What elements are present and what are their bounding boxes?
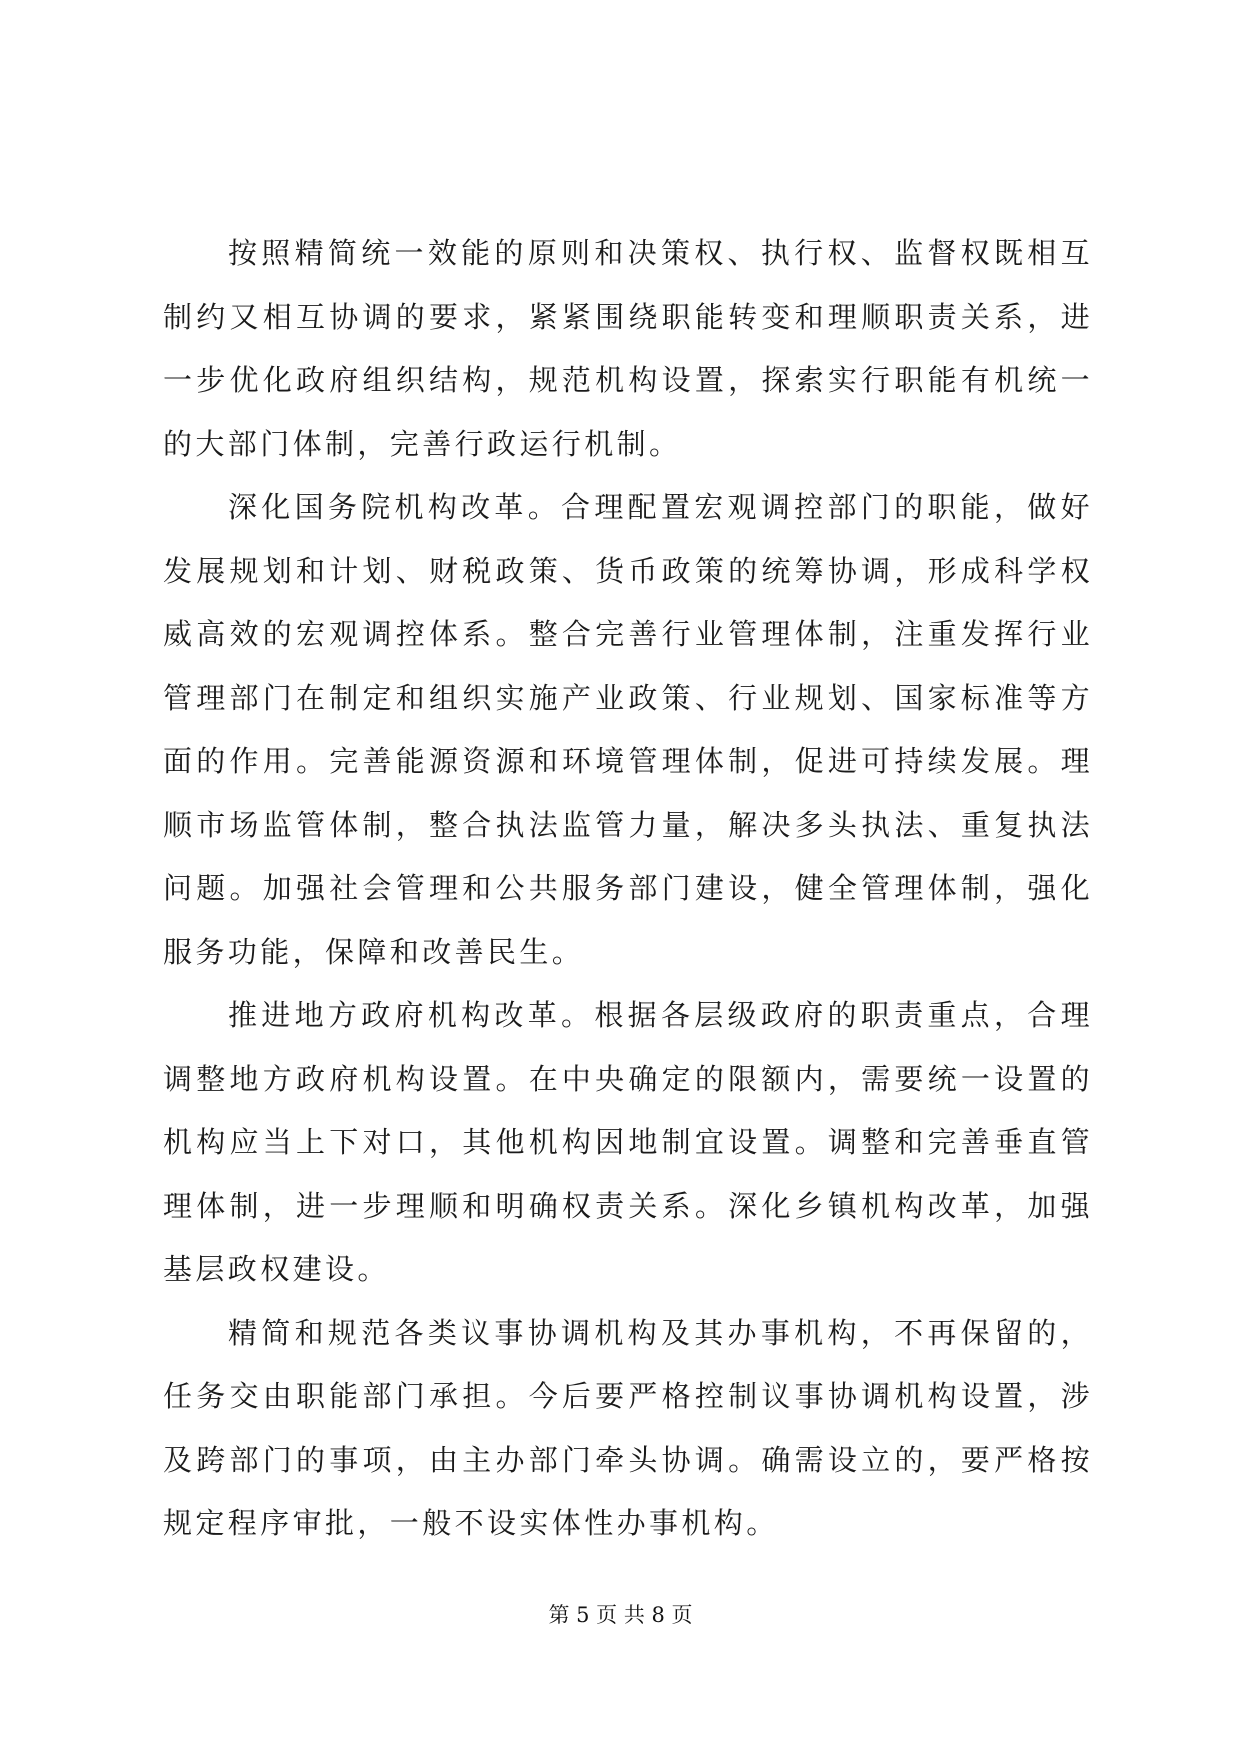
paragraph: 按照精简统一效能的原则和决策权、执行权、监督权既相互制约又相互协调的要求，紧紧围绕职能转变和理顺职责关系，进一步优化政府组织结构，规范机构设置，探索实行职能有机统一的大部门体制，完善行政运行机制。 xyxy=(163,236,1093,461)
page-number: 第 5 页 共 8 页 xyxy=(548,1603,693,1627)
paragraph: 深化国务院机构改革。合理配置宏观调控部门的职能，做好发展规划和计划、财税政策、货币政策的统筹协调，形成科学权威高效的宏观调控体系。整合完善行业管理体制，注重发挥行业管理部门在制定和组织实施产业政策、行业规划、国家标准等方面的作用。完善能源资源和环境管理体制，促进可持续发展。理顺市场监管体制，整合执法监管力量，解决多头执法、重复执法问题。加强社会管理和公共服务部门建设，健全管理体制，强化服务功能，保障和改善民生。 xyxy=(163,490,1093,969)
document-body xyxy=(163,222,1093,1556)
paragraph: 推进地方政府机构改革。根据各层级政府的职责重点，合理调整地方政府机构设置。在中央确定的限额内，需要统一设置的机构应当上下对口，其他机构因地制宜设置。调整和完善垂直管理体制，进一步理顺和明确权责关系。深化乡镇机构改革，加强基层政权建设。 xyxy=(163,998,1093,1286)
paragraph: 精简和规范各类议事协调机构及其办事机构，不再保留的，任务交由职能部门承担。今后要严格控制议事协调机构设置，涉及跨部门的事项，由主办部门牵头协调。确需设立的，要严格按规定程序审批，一般不设实体性办事机构。 xyxy=(163,1315,1093,1540)
page-footer xyxy=(0,1600,1241,1630)
